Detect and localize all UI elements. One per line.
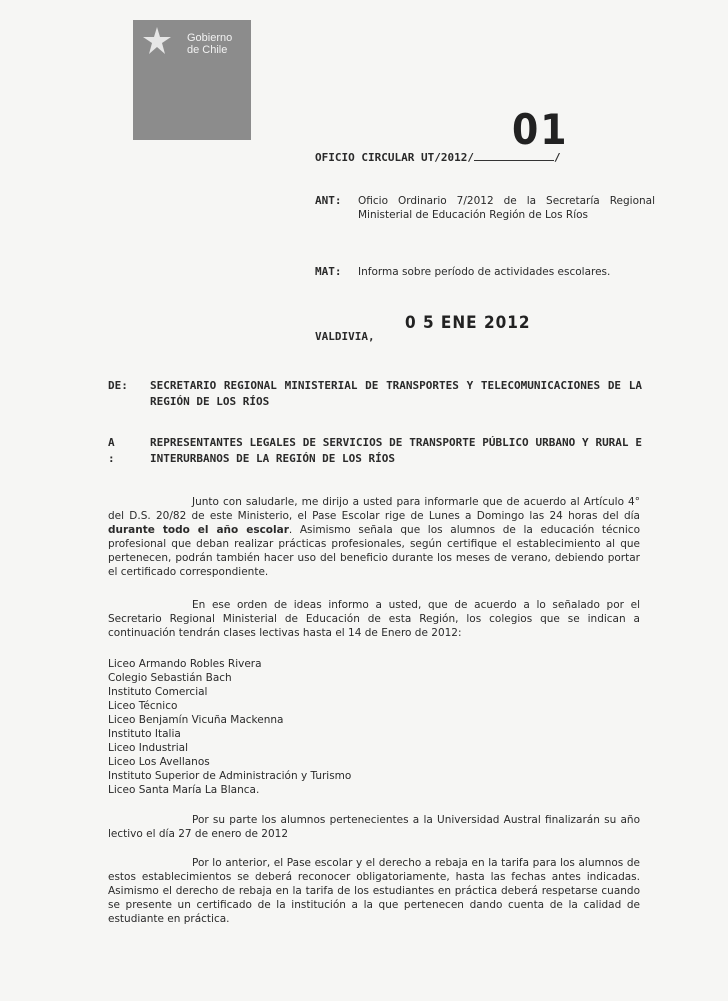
list-item: Instituto Superior de Administración y Turismo [108, 770, 352, 782]
oficio-label: OFICIO CIRCULAR UT/2012/ [315, 151, 474, 164]
handwritten-number: 01 [512, 105, 569, 154]
de-text: SECRETARIO REGIONAL MINISTERIAL DE TRANSPORTES Y TELECOMUNICACIONES DE LA REGIÓN DE LOS RÍOS [150, 379, 642, 408]
de-label: DE: [108, 379, 128, 392]
list-item: Instituto Italia [108, 728, 181, 740]
valdivia-label: VALDIVIA, [315, 330, 375, 343]
mat-text: Informa sobre período de actividades escolares. [358, 266, 611, 278]
ant-label: ANT: [315, 194, 342, 207]
oficio-slash: / [553, 151, 561, 164]
a-label: A : [108, 436, 115, 465]
oficio-header [315, 150, 561, 164]
list-item: Instituto Comercial [108, 686, 208, 698]
list-item: Liceo Santa María La Blanca. [108, 784, 260, 796]
list-item: Liceo Los Avellanos [108, 756, 210, 768]
list-item: Colegio Sebastián Bach [108, 672, 232, 684]
oficio-number-blank [474, 150, 554, 161]
list-item: Liceo Industrial [108, 742, 189, 754]
list-item: Liceo Técnico [108, 700, 178, 712]
coat-of-arms-icon [139, 24, 175, 60]
date-stamp: 0 5 ENE 2012 [405, 313, 531, 333]
schools-list [108, 657, 351, 797]
mat-label: MAT: [315, 265, 342, 278]
logo-text: Gobierno de Chile [187, 32, 233, 56]
a-text: REPRESENTANTES LEGALES DE SERVICIOS DE TRANSPORTE PÚBLICO URBANO Y RURAL E INTERURBANOS DE LA REGIÓN DE LOS RÍOS [150, 436, 642, 465]
paragraph-4: Por lo anterior, el Pase escolar y el derecho a rebaja en la tarifa para los alumnos de estos establecimientos se deberá reconocer obligatoriamente, hasta las fechas antes indicadas. Asimismo el derecho de rebaja en la tarifa de los estudiantes en práctica deberá respetarse cuando se presente un certificado de la institución a la que pertenecen dando cuenta de la calidad de estudiante en práctica. [108, 857, 640, 925]
list-item: Liceo Armando Robles Rivera [108, 658, 262, 670]
list-item: Liceo Benjamín Vicuña Mackenna [108, 714, 284, 726]
gobierno-de-chile-logo [133, 20, 251, 140]
paragraph-1: Junto con saludarle, me dirijo a usted para informarle que de acuerdo al Artículo 4° del D.S. 20/82 de este Ministerio, el Pase Escolar rige de Lunes a Domingo las 24 horas del día durante todo el año escolar. Asimismo señala que los alumnos de la educación técnico profesional que deban realizar prácticas profesionales, según certifique el establecimiento al que pertenecen, podrán también hacer uso del beneficio durante los meses de verano, debiendo portar el certificado correspondiente. [108, 496, 640, 578]
paragraph-2: En ese orden de ideas informo a usted, que de acuerdo a lo señalado por el Secretario Regional Ministerial de Educación de esta Región, los colegios que se indican a continuación tendrán clases lectivas hasta el 14 de Enero de 2012: [108, 599, 640, 639]
ant-text: Oficio Ordinario 7/2012 de la Secretaría Regional Ministerial de Educación Región de Los Ríos [358, 195, 655, 221]
paragraph-3: Por su parte los alumnos pertenecientes a la Universidad Austral finalizarán su año lectivo el día 27 de enero de 2012 [108, 814, 640, 840]
bold-emphasis: durante todo el año escolar [108, 524, 289, 536]
